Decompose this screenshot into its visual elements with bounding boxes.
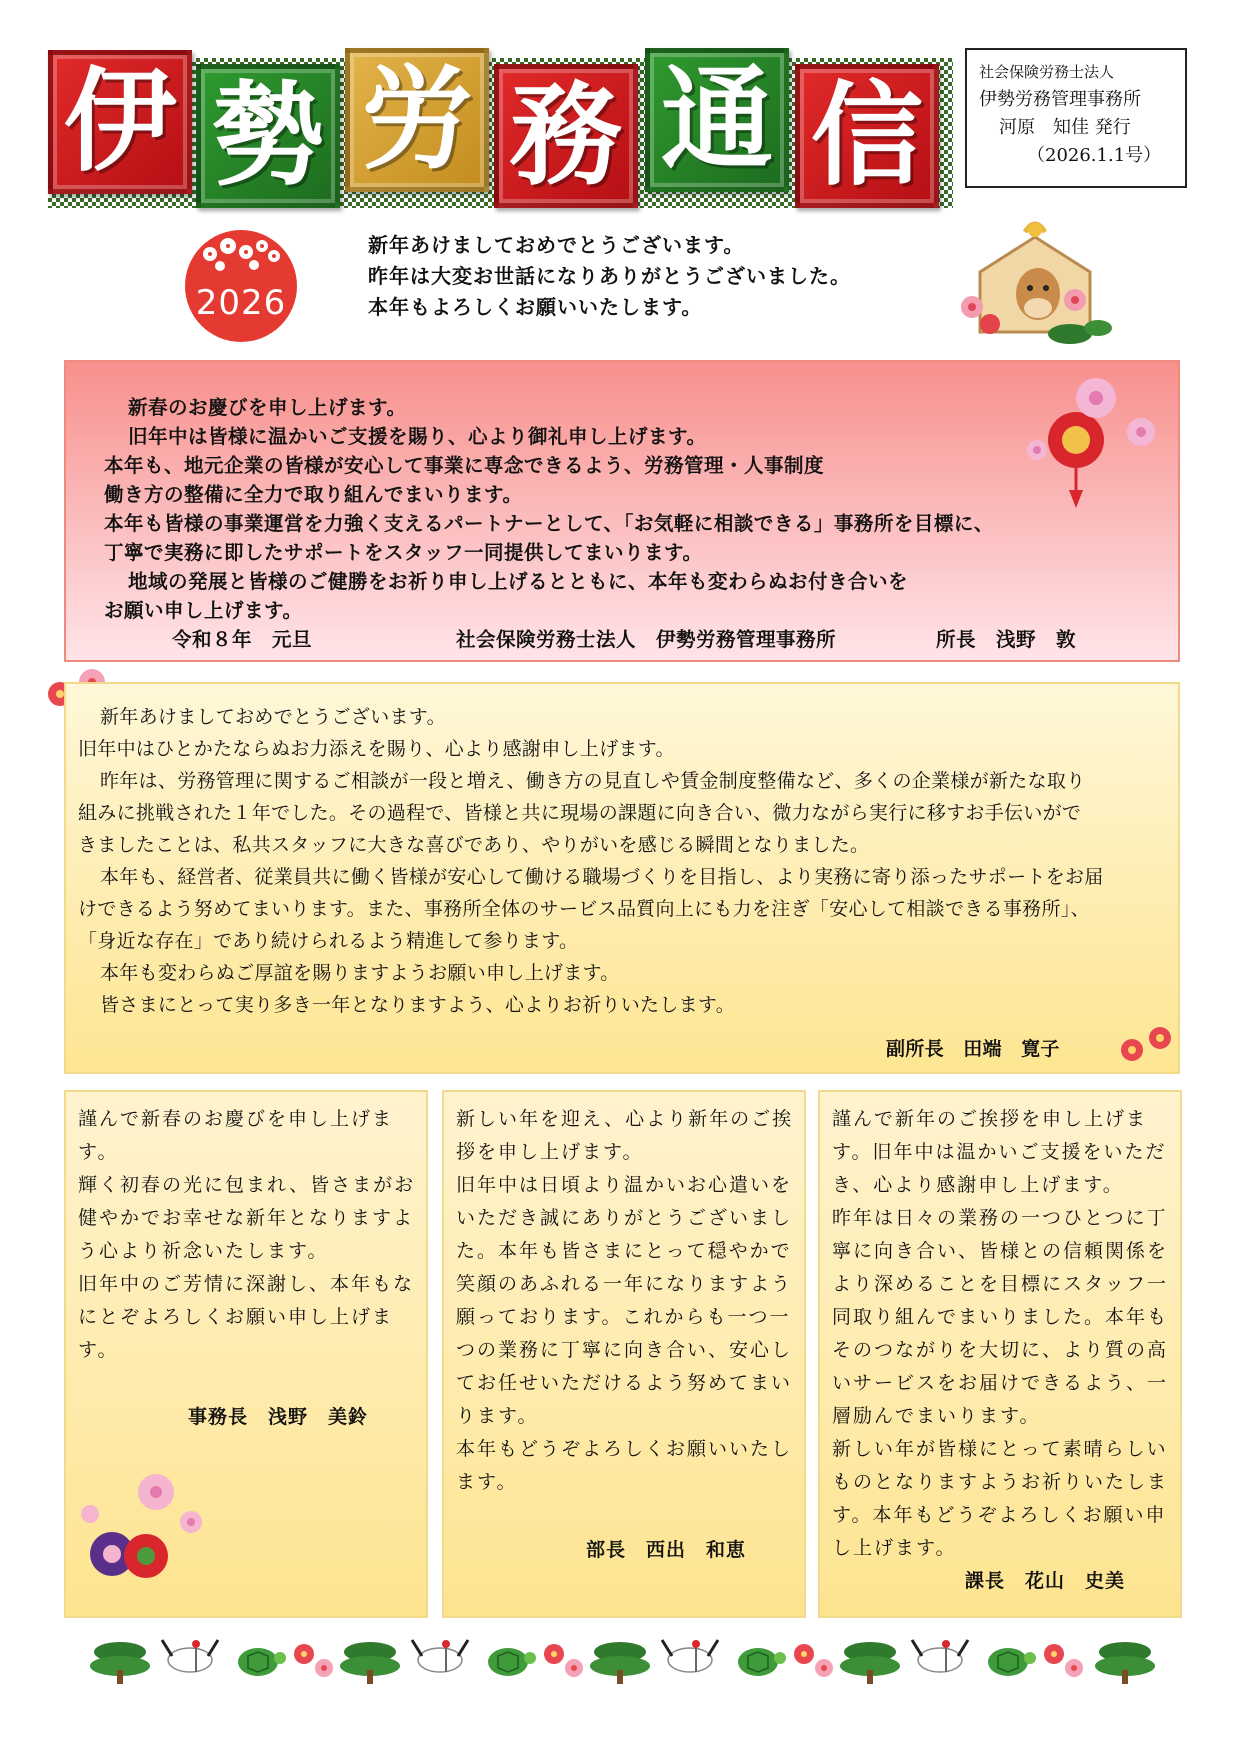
director-date: 令和８年 元旦: [172, 628, 313, 651]
column-line: 笑顔のあふれる一年になりますよう: [456, 1273, 793, 1295]
director-line: 働き方の整備に全力で取り組んでまいります。: [104, 483, 523, 506]
issue-number: （2026.1.1号）: [1027, 145, 1162, 166]
column-line: 謹んで新年のご挨拶を申し上げま: [832, 1108, 1148, 1130]
column-line: ます。: [456, 1471, 518, 1493]
column-line: 本年もどうぞよろしくお願いいたし: [456, 1438, 793, 1460]
column-office-manager: [64, 1090, 428, 1618]
column-line: 昨年は日々の業務の一つひとつに丁: [832, 1207, 1168, 1229]
deputy-line: 本年も変わらぬご厚誼を賜りますようお願い申し上げます。: [100, 962, 620, 984]
column-line: 願っております。これからも一つ一: [456, 1306, 791, 1328]
column-signature: 課長 花山 史美: [965, 1570, 1126, 1592]
year-badge-text: 2026: [195, 283, 287, 323]
deputy-line: きましたことは、私共スタッフに大きな喜びであり、やりがいを感じる瞬間となりました。: [78, 834, 870, 856]
deputy-line: けできるよう努めてまいります。また、事務所全体のサービス品質向上にも力を注ぎ「安心して相談できる事務所」、: [78, 898, 1090, 920]
publisher-issuer: 河原 知佳 発行: [999, 117, 1131, 138]
column-line: 層励んでまいります。: [832, 1405, 1041, 1427]
publisher-corp: 社会保険労務士法人: [979, 63, 1115, 81]
column-line: そのつながりを大切に、より質の高: [832, 1339, 1169, 1361]
plum-blossom-icon: [1116, 1020, 1176, 1070]
director-line: 旧年中は皆様に温かいご支援を賜り、心より御礼申し上げます。: [128, 425, 707, 448]
director-line: お願い申し上げます。: [104, 599, 303, 622]
column-department-manager: [442, 1090, 806, 1618]
column-line: ものとなりますようお祈りいたしま: [832, 1471, 1169, 1493]
column-line: いサービスをお届けできるよう、一: [832, 1372, 1169, 1394]
column-line: 旧年中のご芳情に深謝し、本年もな: [78, 1273, 415, 1295]
column-signature: 事務長 浅野 美鈴: [188, 1406, 369, 1428]
column-line: す。: [78, 1141, 119, 1163]
plum-blossom-cluster-icon: [190, 232, 290, 280]
column-line: 新しい年を迎え、心より新年のご挨: [456, 1108, 794, 1130]
column-line: ります。: [456, 1405, 539, 1427]
column-line: た。本年も皆さまにとって穏やかで: [456, 1240, 792, 1262]
column-line: 旧年中は日頃より温かいお心遣いを: [456, 1174, 793, 1196]
deputy-line: 旧年中はひとかたならぬお力添えを賜り、心より感謝申し上げます。: [78, 738, 675, 760]
deputy-message-box: [64, 682, 1180, 1074]
title-char-2: 勢: [196, 64, 340, 208]
publisher-office: 伊勢労務管理事務所: [979, 89, 1141, 110]
temari-ball-icon: [1021, 370, 1171, 510]
deputy-signature: 副所長 田端 寛子: [886, 1038, 1060, 1060]
title-char-3: 労: [345, 48, 489, 192]
column-line: す。旧年中は温かいご支援をいただ: [832, 1141, 1167, 1163]
column-line: う心より祈念いたします。: [78, 1240, 329, 1262]
director-message-box: [64, 360, 1180, 662]
column-line: にとぞよろしくお願い申し上げま: [78, 1306, 394, 1328]
director-organization: 社会保険労務士法人 伊勢労務管理事務所: [456, 628, 837, 651]
title-char-1: 伊: [48, 50, 192, 194]
column-signature: 部長 西出 和恵: [586, 1539, 747, 1561]
column-line: し上げます。: [832, 1537, 957, 1559]
greeting-text: [368, 230, 851, 323]
director-line: 新春のお慶びを申し上げます。: [128, 396, 407, 419]
title-char-6: 信: [795, 64, 939, 208]
deputy-line: 新年あけましておめでとうございます。: [100, 706, 446, 728]
column-line: 謹んで新春のお慶びを申し上げま: [78, 1108, 394, 1130]
deputy-line: 本年も、経営者、従業員共に働く皆様が安心して働ける職場づくりを目指し、より実務に寄り添ったサポートをお届: [100, 866, 1104, 888]
director-signature: 所長 浅野 敦: [936, 628, 1077, 651]
greeting-line: 昨年は大変お世話になりありがとうございました。: [368, 264, 851, 288]
title-char-4: 務: [494, 64, 638, 208]
column-line: 拶を申し上げます。: [456, 1141, 644, 1163]
greeting-line: 本年もよろしくお願いいたします。: [368, 295, 703, 319]
deputy-line: 皆さまにとって実り多き一年となりますよう、心よりお祈りいたします。: [100, 994, 736, 1016]
column-line: 新しい年が皆様にとって素晴らしい: [832, 1438, 1168, 1460]
column-line: てお任せいただけるよう努めてまい: [456, 1372, 793, 1394]
title-char-5: 通: [645, 48, 789, 192]
column-line: 健やかでお幸せな新年となりますよ: [78, 1207, 415, 1229]
director-line: 本年も、地元企業の皆様が安心して事業に専念できるよう、労務管理・人事制度: [104, 454, 825, 477]
column-line: 輝く初春の光に包まれ、皆さまがお: [78, 1174, 416, 1196]
deputy-line: 昨年は、労務管理に関するご相談が一段と増え、働き方の見直しや賃金制度整備など、多くの企業様が新たな取り: [100, 770, 1086, 792]
column-line: す。本年もどうぞよろしくお願い申: [832, 1504, 1167, 1526]
temari-plum-icon: [76, 1472, 206, 1582]
footer-decoration-border: [90, 1622, 1160, 1692]
deputy-line: 「身近な存在」であり続けられるよう精進して参ります。: [78, 930, 579, 952]
ema-horse-icon: [950, 212, 1120, 347]
director-line: 本年も皆様の事業運営を力強く支えるパートナーとして、「お気軽に相談できる」事務所を目標に、: [104, 512, 994, 535]
column-line: す。: [78, 1339, 119, 1361]
column-section-chief: [818, 1090, 1182, 1618]
publisher-box: [965, 48, 1187, 188]
column-line: 同取り組んでまいりました。本年も: [832, 1306, 1169, 1328]
director-line: 丁寧で実務に即したサポートをスタッフ一同提供してまいります。: [104, 541, 703, 564]
column-line: より深めることを目標にスタッフ一: [832, 1273, 1169, 1295]
column-line: 寧に向き合い、皆様との信頼関係を: [832, 1240, 1169, 1262]
greeting-line: 新年あけましておめでとうございます。: [368, 233, 745, 257]
director-line: 地域の発展と皆様のご健勝をお祈り申し上げるとともに、本年も変わらぬお付き合いを: [128, 570, 909, 593]
deputy-line: 組みに挑戦された１年でした。その過程で、皆様と共に現場の課題に向き合い、微力ながら実行に移すお手伝いがで: [78, 802, 1082, 824]
column-line: つの業務に丁寧に向き合い、安心し: [456, 1339, 793, 1361]
column-line: いただき誠にありがとうございまし: [456, 1207, 793, 1229]
column-line: き、心より感謝申し上げます。: [832, 1174, 1124, 1196]
